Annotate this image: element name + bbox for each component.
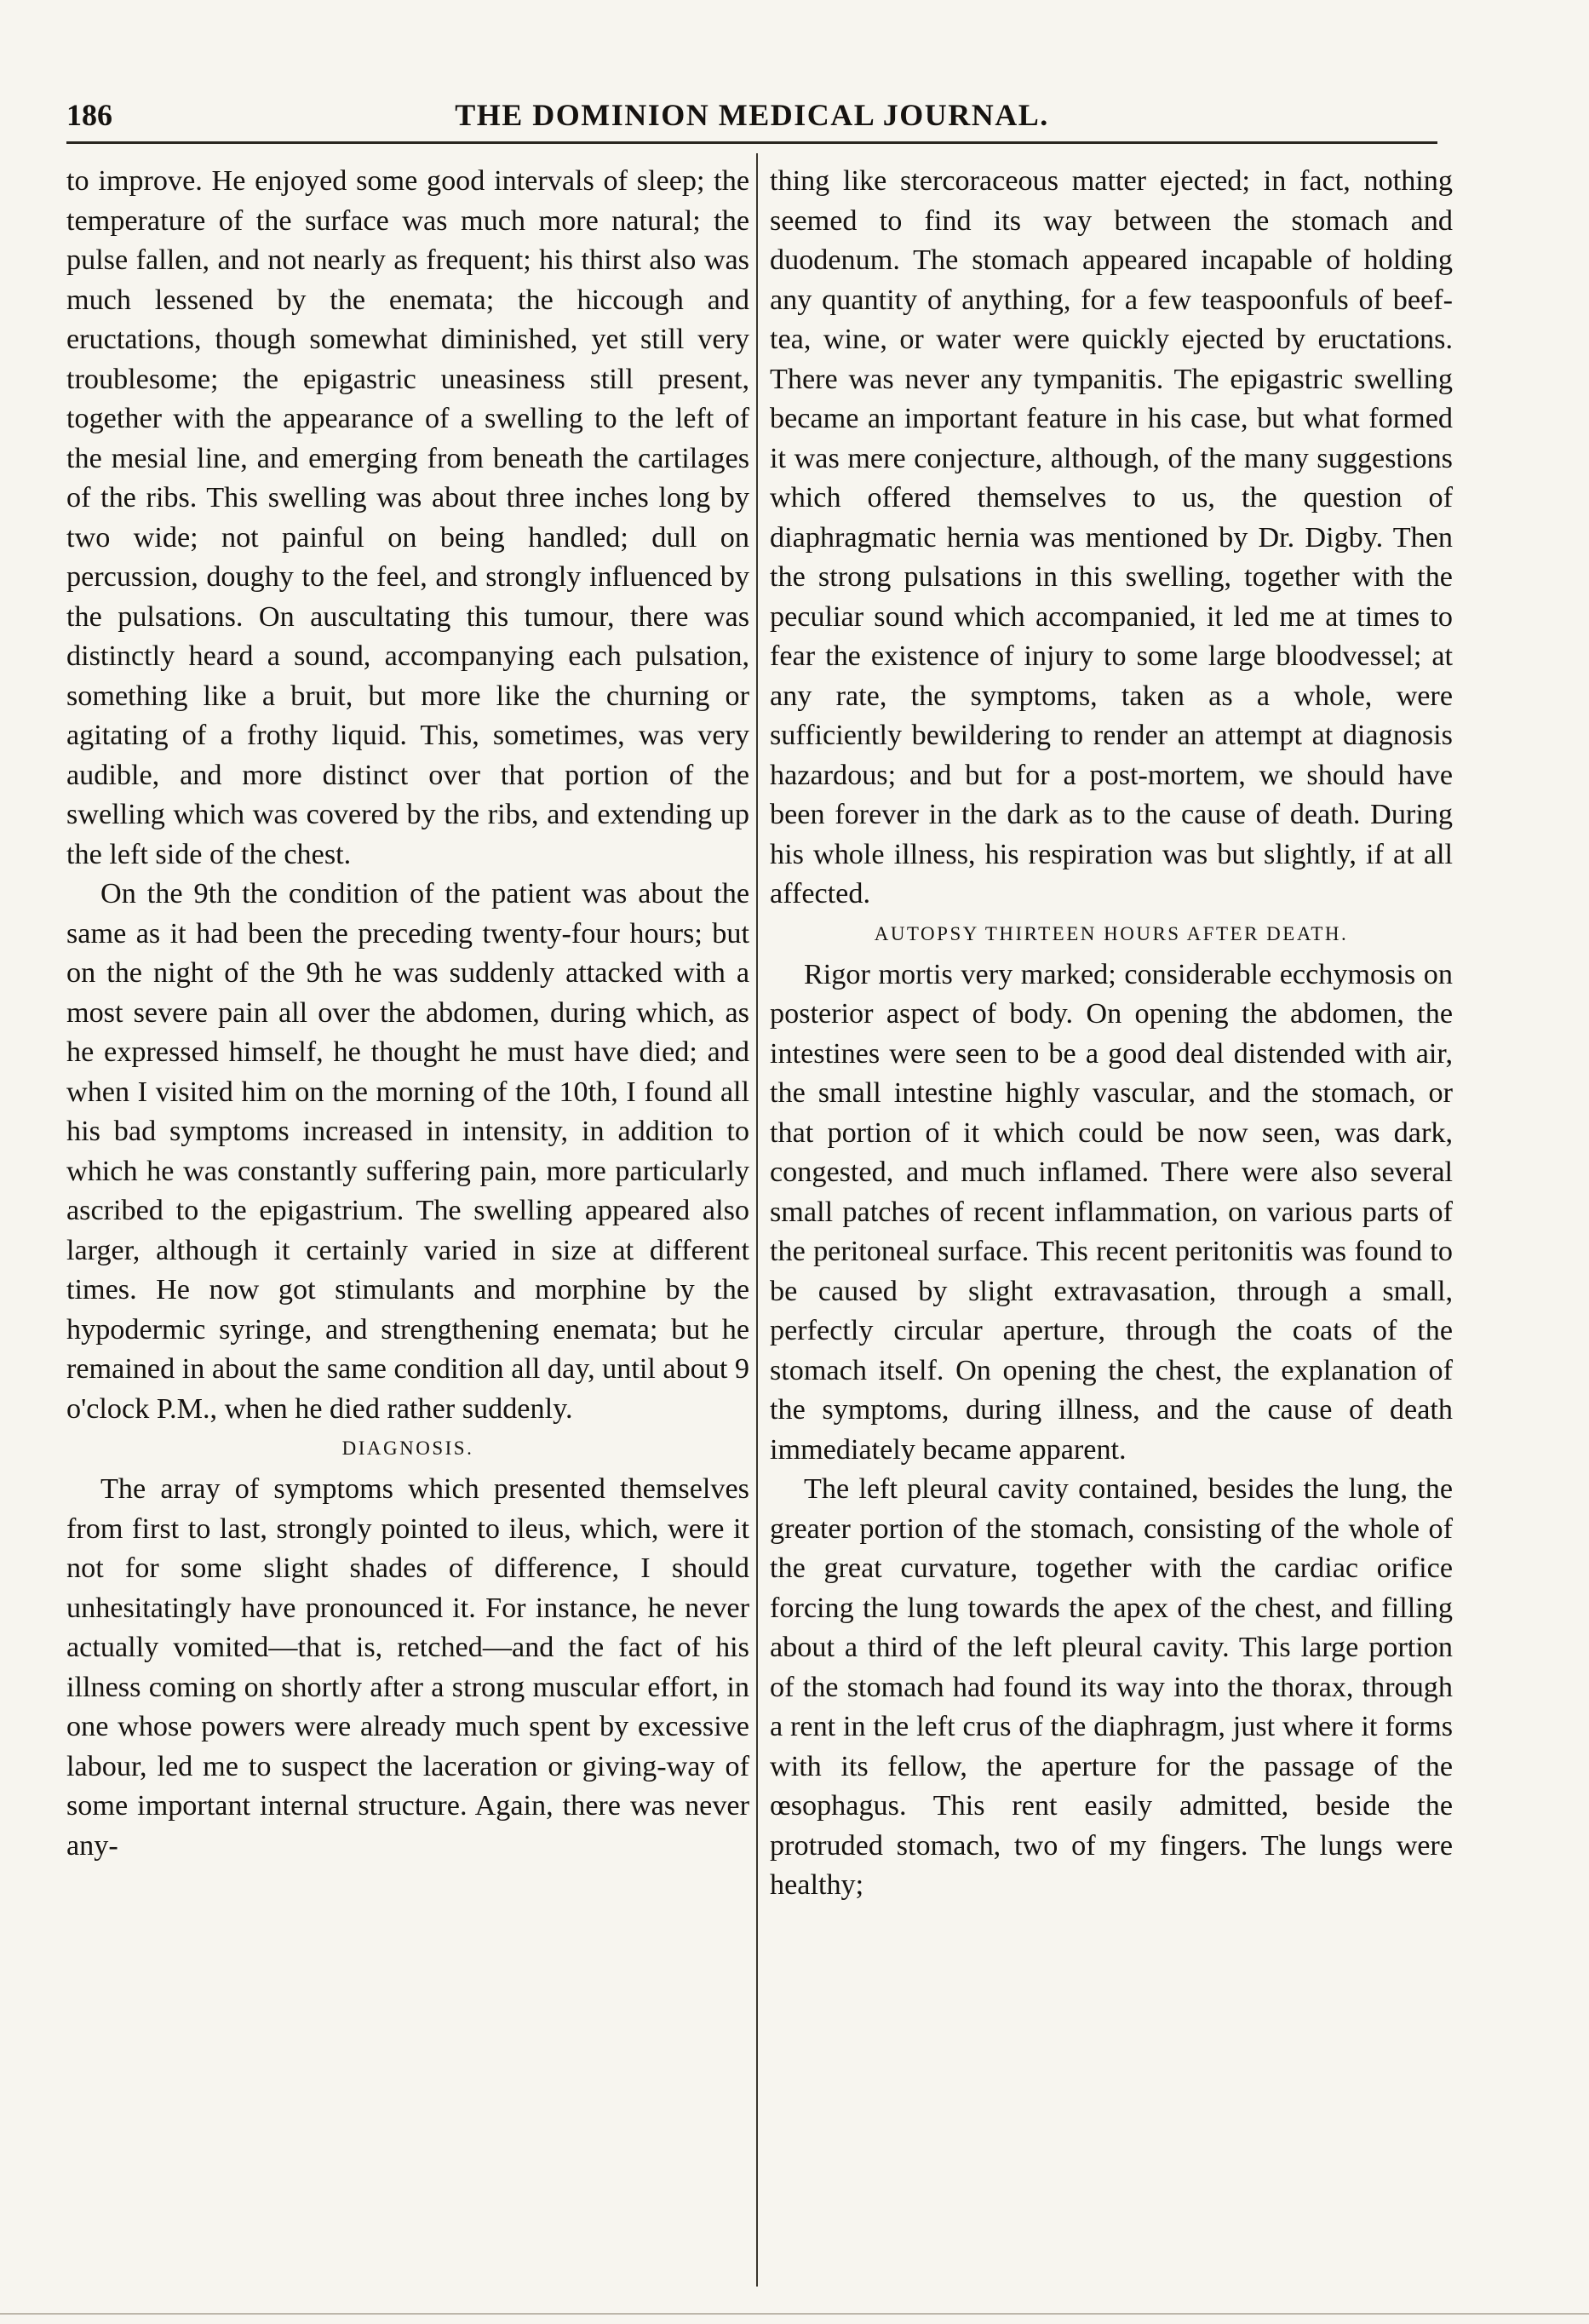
section-heading-diagnosis: DIAGNOSIS.	[341, 1437, 474, 1459]
left-paragraph-1: to improve. He enjoyed some good intervals of sleep; the temperature of the surface was much more natural; the pulse fallen, and not nearly as frequent; his thirst also was much lessened by the enemata; the hiccough and eructations, though somewhat diminished, yet still very troublesome; the epigastric uneasiness still present, together with the appearance of a swelling to the left of the mesial line, and emerging from beneath the cartilages of the ribs. This swelling was about three inches long by two wide; not painful on being handled; dull on percussion, doughy to the feel, and strongly influenced by the pulsations. On auscultating this tumour, there was distinctly heard a sound, accompanying each pulsation, something like a bruit, but more like the churning or agitating of a frothy liquid. This, sometimes, was very audible, and more distinct over that portion of the swelling which was covered by the ribs, and extending up the left side of the chest.	[66, 165, 749, 870]
right-paragraph-2: Rigor mortis very marked; considerable ecchymosis on posterior aspect of body. On opening the abdomen, the intestines were seen to be a good deal distended with air, the small intestine highly vascular, and the stomach, or that portion of it which could be now seen, was dark, congested, and much inflamed. There were also several small patches of recent inflammation, on various parts of the peritoneal surface. This recent peritonitis was found to be caused by slight extravasation, through a small, perfectly circular aperture, through the coats of the stomach itself. On opening the chest, the explanation of the symptoms, during illness, and the cause of death immediately became apparent.	[770, 958, 1453, 1466]
page-bottom-edge	[0, 2313, 1589, 2315]
left-column	[66, 162, 749, 1866]
right-paragraph-3: The left pleural cavity contained, besides the lung, the greater portion of the stomach, consisting of the whole of the great curvature, together with the cardiac orifice forcing the lung towards the apex of the chest, and filling about a third of the left pleural cavity. This large portion of the stomach had found its way into the thorax, through a rent in the left crus of the diaphragm, just where it forms with its fellow, the aperture for the passage of the œsophagus. This rent easily admitted, beside the protruded stomach, two of my fingers. The lungs were healthy;	[770, 1473, 1453, 1901]
right-paragraph-1: thing like stercoraceous matter ejected; in fact, nothing seemed to find its way between the stomach and duodenum. The stomach appeared incapable of holding any quantity of anything, for a few teaspoonfuls of beef-tea, wine, or water were quickly ejected by eructations. There was never any tympanitis. The epigastric swelling became an important feature in his case, but what formed it was mere conjecture, although, of the many suggestions which offered themselves to us, the question of diaphragmatic hernia was mentioned by Dr. Digby. Then the strong pulsations in this swelling, together with the peculiar sound which accompanied, it led me at times to fear the existence of injury to some large bloodvessel; at any rate, the symptoms, taken as a whole, were sufficiently bewildering to render an attempt at diagnosis hazardous; and but for a post-mortem, we should have been forever in the dark as to the cause of death. During his whole illness, his respiration was but slightly, if at all affected.	[770, 165, 1453, 910]
left-paragraph-2: On the 9th the condition of the patient was about the same as it had been the preceding twenty-four hours; but on the night of the 9th he was suddenly attacked with a most severe pain all over the abdomen, during which, as he expressed himself, he thought he must have died; and when I visited him on the morning of the 10th, I found all his bad symptoms increased in intensity, in addition to which he was constantly suffering pain, more particularly ascribed to the epigastrium. The swelling appeared also larger, although it certainly varied in size at different times. He now got stimulants and morphine by the hypodermic syringe, and strengthening enemata; but he remained in about the same condition all day, until about 9 o'clock P.M., when he died rather suddenly.	[66, 878, 749, 1425]
right-column	[770, 162, 1453, 1906]
section-heading-autopsy: AUTOPSY THIRTEEN HOURS AFTER DEATH.	[874, 922, 1349, 944]
left-paragraph-3: The array of symptoms which presented themselves from first to last, strongly pointed to ileus, which, were it not for some slight shades of difference, I should unhesitatingly have pronounced it. For instance, he never actually vomited—that is, retched—and the fact of his illness coming on shortly after a strong muscular effort, in one whose powers were already much spent by excessive labour, led me to suspect the laceration or giving-way of some important internal structure. Again, there was never any-	[66, 1473, 749, 1862]
page-number: 186	[66, 98, 112, 132]
header-rule	[66, 141, 1437, 144]
column-divider	[756, 153, 758, 2287]
page-header	[66, 89, 1437, 141]
running-title: THE DOMINION MEDICAL JOURNAL.	[455, 98, 1049, 132]
